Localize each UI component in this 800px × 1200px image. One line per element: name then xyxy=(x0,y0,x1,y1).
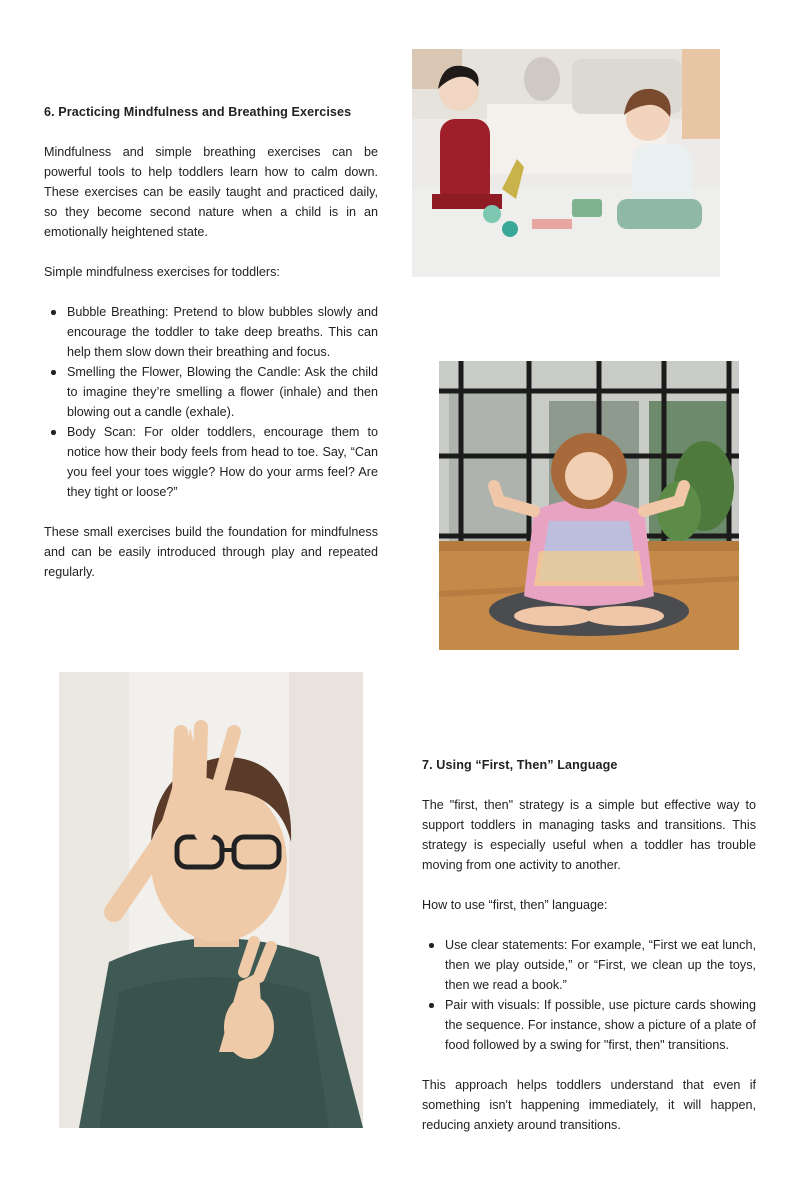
section-7-list-intro: How to use “first, then” language: xyxy=(422,898,608,912)
child-meditating-photo xyxy=(439,361,739,650)
section-6-heading: 6. Practicing Mindfulness and Breathing Exercises xyxy=(44,105,352,119)
boy-sign-language-photo xyxy=(59,672,363,1128)
section-7-heading: 7. Using “First, Then” Language xyxy=(422,758,618,772)
section-6-list-intro: Simple mindfulness exercises for toddlers: xyxy=(44,265,280,279)
section-7-intro: The "first, then" strategy is a simple but effective way to support toddlers in managing tasks and transitions. This strategy is especially useful when a toddler has trouble moving from one activity to another. xyxy=(422,798,756,872)
section-6 xyxy=(44,102,378,582)
section-6-list xyxy=(44,302,378,502)
section-7-list xyxy=(422,935,756,1055)
list-item: Use clear statements: For example, “First we eat lunch, then we play outside,” or “First, we clean up the toys, then we read a book.” xyxy=(445,935,756,995)
toddlers-playing-photo xyxy=(412,49,720,277)
list-item: Smelling the Flower, Blowing the Candle: Ask the child to imagine they’re smelling a flower (inhale) and then blowing out a candle (exhale). xyxy=(67,362,378,422)
list-item: Bubble Breathing: Pretend to blow bubbles slowly and encourage the toddler to take deep breaths. This can help them slow down their breathing and focus. xyxy=(67,302,378,362)
section-7-closing: This approach helps toddlers understand that even if something isn't happening immediately, it will happen, reducing anxiety around transitions. xyxy=(422,1078,756,1132)
list-item: Body Scan: For older toddlers, encourage them to notice how their body feels from head to toe. Say, “Can you feel your toes wiggle? How do your arms feel? Are they tight or loose?” xyxy=(67,422,378,502)
section-6-closing: These small exercises build the foundation for mindfulness and can be easily introduced through play and repeated regularly. xyxy=(44,525,378,579)
list-item: Pair with visuals: If possible, use picture cards showing the sequence. For instance, show a picture of a plate of food followed by a swing for "first, then" transitions. xyxy=(445,995,756,1055)
section-6-intro: Mindfulness and simple breathing exercises can be powerful tools to help toddlers learn how to calm down. These exercises can be easily taught and practiced daily, so they become second nature when a child is in an emotionally heightened state. xyxy=(44,145,378,239)
section-7 xyxy=(422,755,756,1135)
